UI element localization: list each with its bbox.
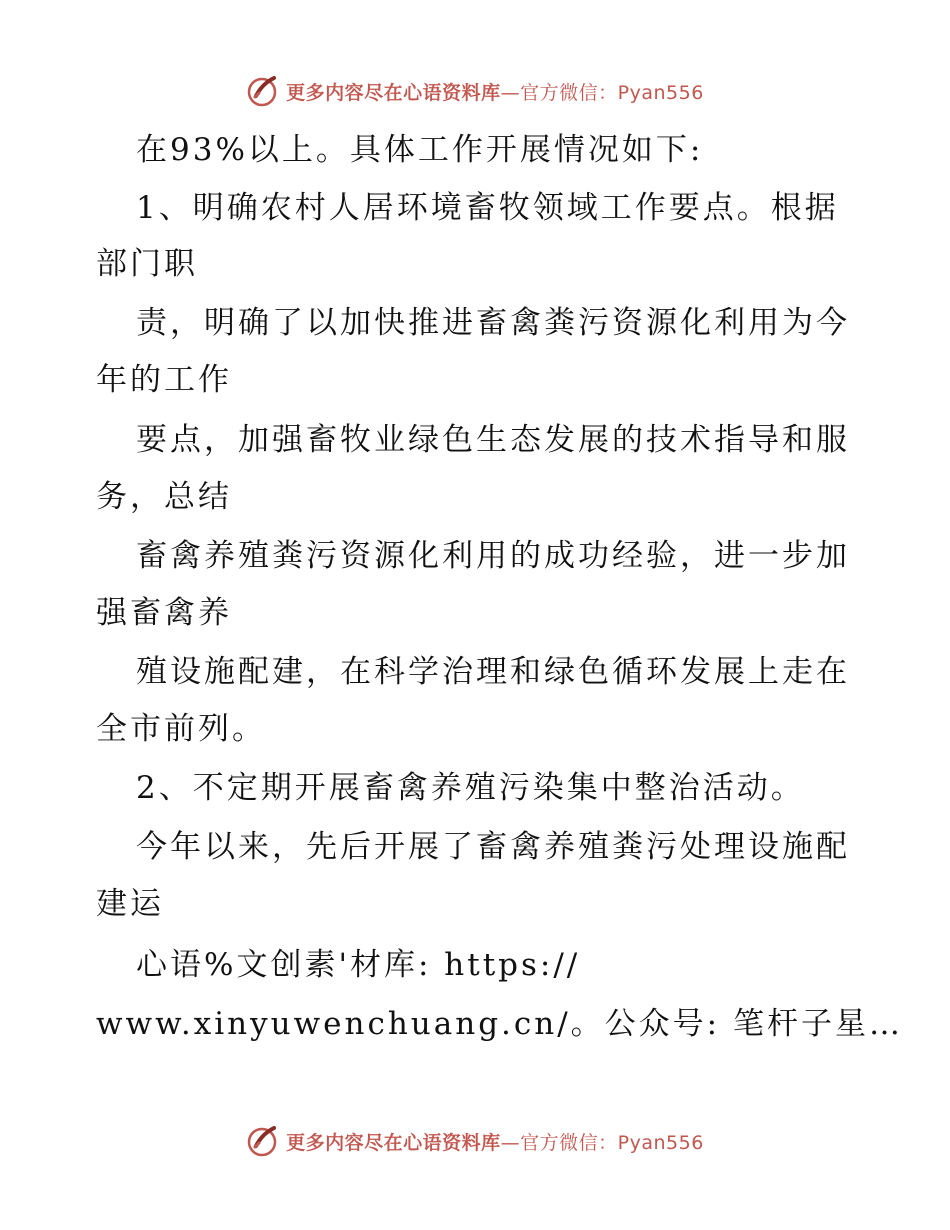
text-line: 要点，加强畜牧业绿色生态发展的技术指导和服 — [136, 422, 850, 458]
text-line: 2、不定期开展畜禽养殖污染集中整治活动。 — [136, 770, 805, 806]
watermark-suffix: 官方微信：Pyan556 — [520, 1131, 704, 1154]
watermark-suffix: 官方微信：Pyan556 — [520, 81, 704, 104]
text-line: 心语%文创素'材库: https:// — [136, 947, 581, 983]
watermark-text — [286, 78, 704, 105]
watermark-text — [286, 1128, 704, 1155]
watermark-dash: — — [500, 1131, 521, 1154]
text-line: www.xinyuwenchuang.cn/。公众号: 笔杆子星… — [96, 1006, 903, 1042]
text-line: 部门职 — [96, 246, 198, 282]
brush-seal-logo-icon — [246, 1124, 280, 1158]
text-line: 建运 — [96, 886, 164, 922]
watermark-prefix: 更多内容尽在心语资料库 — [286, 1131, 501, 1154]
text-line: 强畜禽养 — [96, 595, 232, 631]
text-line: 殖设施配建，在科学治理和绿色循环发展上走在 — [136, 654, 850, 690]
watermark-dash: — — [500, 81, 521, 104]
footer-watermark — [0, 1121, 950, 1161]
text-line: 责，明确了以加快推进畜禽粪污资源化利用为今 — [136, 305, 850, 341]
header-watermark — [0, 71, 950, 111]
text-line: 全市前列。 — [96, 711, 266, 747]
text-line: 在93%以上。具体工作开展情况如下: — [136, 132, 704, 168]
text-line: 务，总结 — [96, 479, 232, 515]
text-line: 年的工作 — [96, 362, 232, 398]
text-line: 今年以来，先后开展了畜禽养殖粪污处理设施配 — [136, 829, 850, 865]
brush-seal-logo-icon — [246, 74, 280, 108]
text-line: 畜禽养殖粪污资源化利用的成功经验，进一步加 — [136, 538, 850, 574]
watermark-prefix: 更多内容尽在心语资料库 — [286, 81, 501, 104]
text-line: 1、明确农村人居环境畜牧领域工作要点。根据 — [136, 190, 839, 226]
